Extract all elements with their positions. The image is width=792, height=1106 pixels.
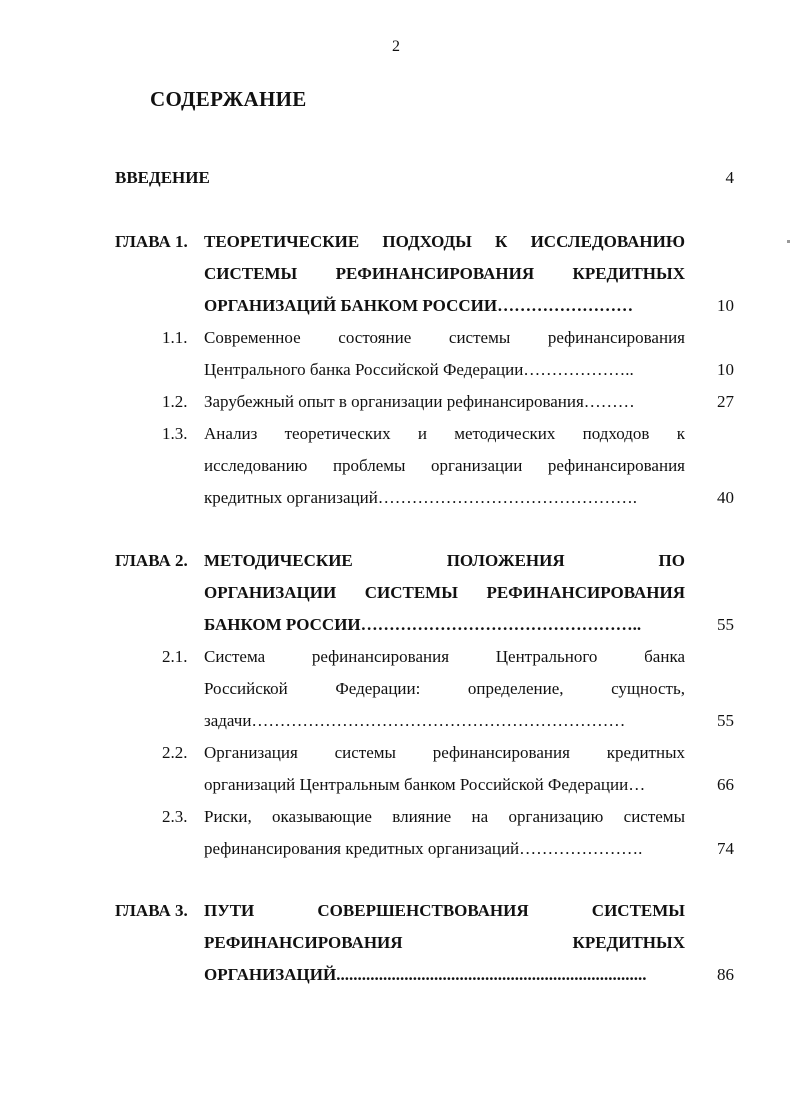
toc-intro-title: ВВЕДЕНИЕ: [115, 168, 210, 187]
toc-1-3-line1: Анализ теоретических и методических подходов к: [204, 424, 685, 443]
toc-1-2-line1: Зарубежный опыт в организации рефинансирования………: [204, 392, 635, 411]
toc-ch3-label: ГЛАВА 3.: [115, 901, 188, 920]
toc-ch3-title-line3: ОРГАНИЗАЦИЙ.........................................................................: [204, 965, 647, 984]
toc-ch1-title-line3: ОРГАНИЗАЦИЙ БАНКОМ РОССИИ……………………: [204, 296, 634, 315]
toc-1-2-label: 1.2.: [162, 392, 188, 411]
toc-1-1-line2: Центрального банка Российской Федерации………………..: [204, 360, 634, 379]
toc-2-3-label: 2.3.: [162, 807, 188, 826]
scan-speck: [787, 240, 790, 243]
toc-1-3-label: 1.3.: [162, 424, 188, 443]
toc-2-3-line1: Риски, оказывающие влияние на организацию системы: [204, 807, 685, 826]
toc-2-1-line1: Система рефинансирования Центрального банка: [204, 647, 685, 666]
toc-1-1-line1: Современное состояние системы рефинансирования: [204, 328, 685, 347]
toc-2-2-page: 66: [717, 775, 734, 794]
page-title: СОДЕРЖАНИЕ: [150, 87, 307, 111]
toc-ch2-title-line3: БАНКОМ РОССИИ…………………………………………..: [204, 615, 642, 634]
toc-ch3-title-line2: РЕФИНАНСИРОВАНИЯ КРЕДИТНЫХ: [204, 933, 685, 952]
toc-ch1-title-line1: ТЕОРЕТИЧЕСКИЕ ПОДХОДЫ К ИССЛЕДОВАНИЮ: [204, 232, 685, 251]
toc-2-2-line1: Организация системы рефинансирования кредитных: [204, 743, 685, 762]
toc-ch1-label: ГЛАВА 1.: [115, 232, 188, 251]
toc-ch2-label: ГЛАВА 2.: [115, 551, 188, 570]
toc-2-1-label: 2.1.: [162, 647, 188, 666]
toc-2-3-line2: рефинансирования кредитных организаций………………….: [204, 839, 643, 858]
toc-2-1-page: 55: [717, 711, 734, 730]
toc-2-2-line2: организаций Центральным банком Российской Федерации…: [204, 775, 646, 794]
toc-ch2-title-line2: ОРГАНИЗАЦИИ СИСТЕМЫ РЕФИНАНСИРОВАНИЯ: [204, 583, 685, 602]
toc-1-3-page: 40: [717, 488, 734, 507]
page-number: 2: [392, 38, 400, 55]
toc-ch1-title-line2: СИСТЕМЫ РЕФИНАНСИРОВАНИЯ КРЕДИТНЫХ: [204, 264, 685, 283]
toc-ch3-page: 86: [717, 965, 734, 984]
toc-1-3-line2: исследованию проблемы организации рефинансирования: [204, 456, 685, 475]
toc-1-2-page: 27: [717, 392, 734, 411]
toc-ch2-title-line1: МЕТОДИЧЕСКИЕ ПОЛОЖЕНИЯ ПО: [204, 551, 685, 570]
toc-ch1-page: 10: [717, 296, 734, 315]
toc-1-1-page: 10: [717, 360, 734, 379]
toc-2-2-label: 2.2.: [162, 743, 188, 762]
toc-1-1-label: 1.1.: [162, 328, 188, 347]
toc-ch2-page: 55: [717, 615, 734, 634]
toc-2-3-page: 74: [717, 839, 734, 858]
toc-2-1-line2: Российской Федерации: определение, сущность,: [204, 679, 685, 698]
toc-intro-page: 4: [725, 168, 734, 187]
toc-2-1-line3: задачи…………………………………………………………: [204, 711, 626, 730]
toc-ch3-title-line1: ПУТИ СОВЕРШЕНСТВОВАНИЯ СИСТЕМЫ: [204, 901, 685, 920]
toc-1-3-line3: кредитных организаций……………………………………….: [204, 488, 638, 507]
